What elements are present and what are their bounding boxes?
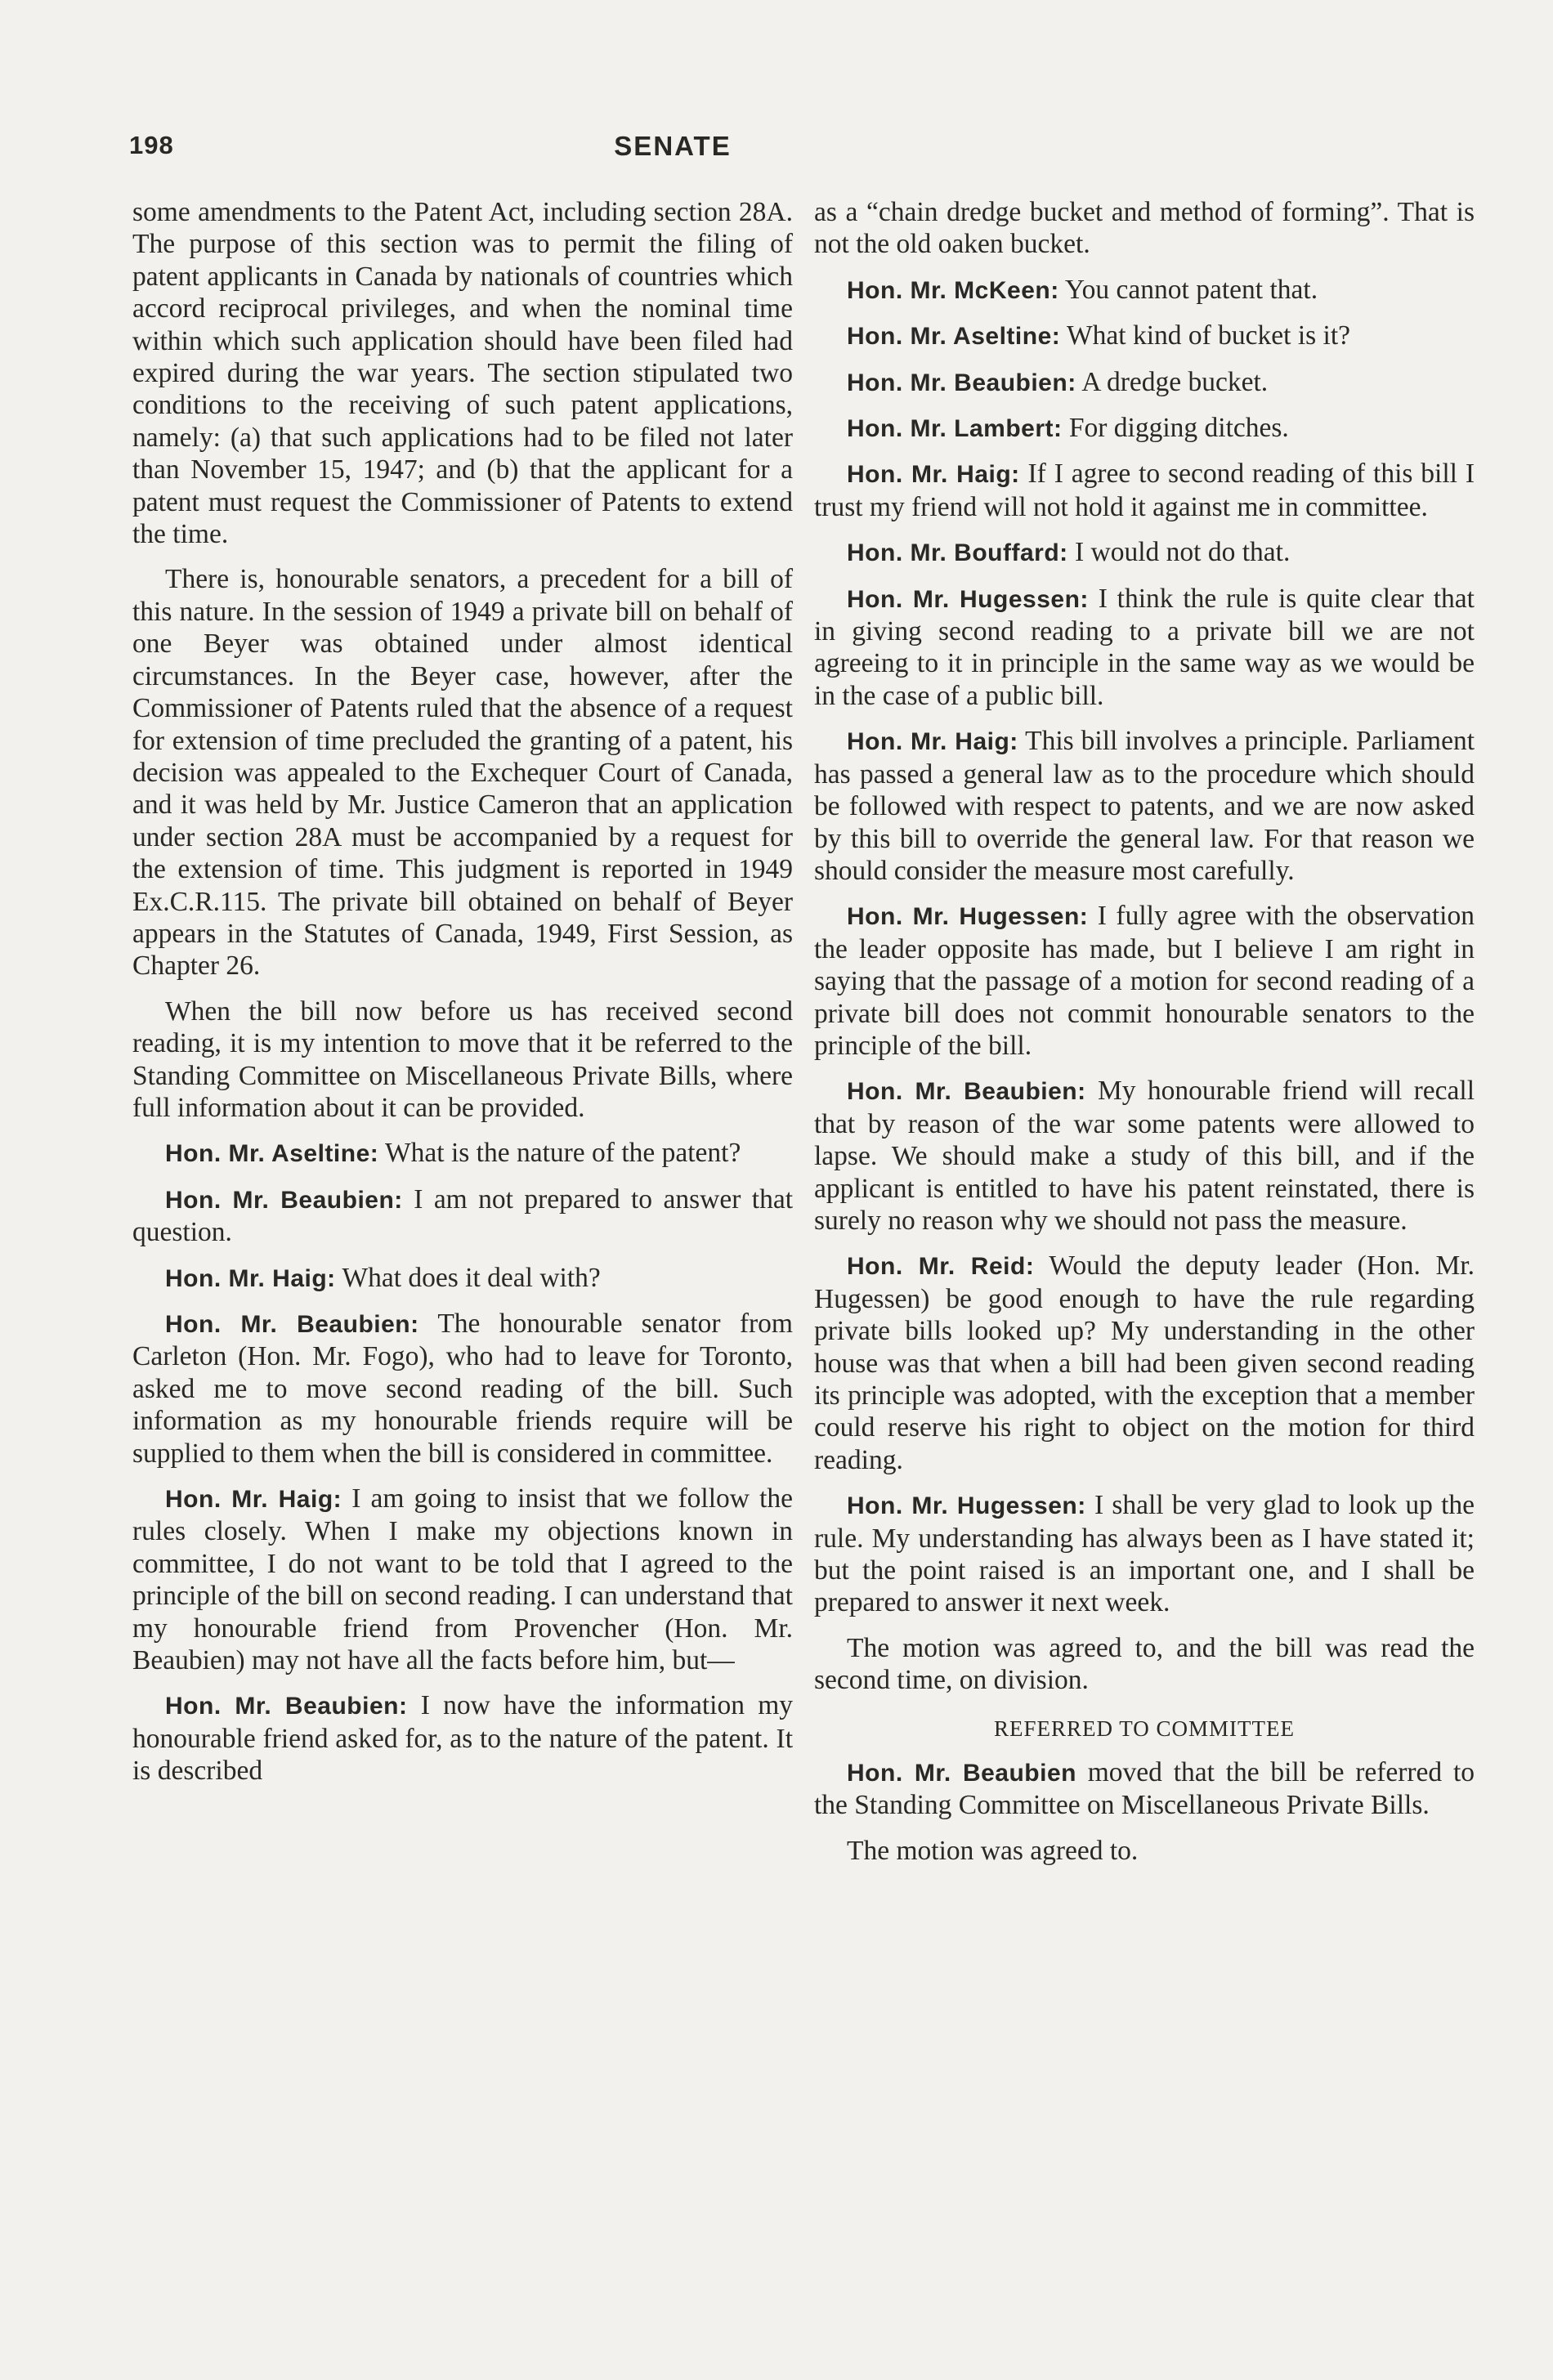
paragraph-text: as a “chain dredge bucket and method of forming”. That is not the old oaken bucket.: [814, 197, 1475, 260]
paragraph-text: I fully agree with the observation the leader opposite has made, but I believe I am right in saying that the passage of a motion for second reading of a private bill does not commit honourable senators to the principle of the bill.: [814, 901, 1475, 1061]
paragraph-text: What is the nature of the patent?: [385, 1138, 741, 1169]
speaker-name: Hon. Mr. Beaubien:: [165, 1311, 419, 1338]
speech-paragraph: [814, 274, 1475, 306]
left-column: [132, 196, 793, 1801]
right-column: [814, 196, 1475, 1880]
paragraph-text: The motion was agreed to.: [847, 1835, 1139, 1866]
paragraph-text: If I agree to second reading of this bill I trust my friend will not hold it against me in committee.: [814, 459, 1475, 522]
speaker-name: Hon. Mr. Beaubien: [847, 1760, 1076, 1787]
speaker-name: Hon. Mr. Reid:: [847, 1253, 1035, 1281]
text-paragraph: [814, 1632, 1475, 1697]
paragraph-text: My honourable friend will recall that by reason of the war some patents were allowed to lapse. We should make a study of this bill, and if the applicant is entitled to have his patent reinstated, there is surely no reason why we should not pass the measure.: [814, 1076, 1475, 1236]
speech-paragraph: [132, 1483, 793, 1676]
speaker-name: Hon. Mr. Hugessen:: [847, 903, 1089, 931]
paragraph-text: some amendments to the Patent Act, including section 28A. The purpose of this section was to permit the filing of patent applicants in Canada by nationals of countries which accord reciprocal privileges, and when the nominal time within which such application should have been filed had expired during the war years. The section stipulated two conditions to the receiving of such patent applications, namely: (a) that such applications had to be filed not later than November 15, 1947; and (b) that the applicant for a patent must request the Commissioner of Patents to extend the time.: [132, 197, 793, 550]
text-paragraph: [132, 196, 793, 550]
paragraph-text: Would the deputy leader (Hon. Mr. Hugessen) be good enough to have the rule regarding private bills looked up? My understanding in the other house was that when a bill had been given second reading its principle was adopted, with the exception that a member could reserve his right to object on the motion for third reading.: [814, 1250, 1475, 1475]
speech-paragraph: [132, 1308, 793, 1470]
speaker-name: Hon. Mr. Lambert:: [847, 415, 1063, 443]
speech-paragraph: [814, 320, 1475, 352]
speech-paragraph: [814, 536, 1475, 569]
speaker-name: Hon. Mr. Aseltine:: [165, 1140, 379, 1168]
speaker-name: Hon. Mr. Beaubien:: [165, 1693, 408, 1720]
paragraph-text: I think the rule is quite clear that in giving second reading to a private bill we are not agreeing to it in principle in the same way as we would be in the case of a public bill.: [814, 583, 1475, 711]
page-number: 198: [129, 131, 174, 159]
speech-paragraph: [132, 1183, 793, 1249]
speech-paragraph: [814, 900, 1475, 1062]
speech-paragraph: [132, 1137, 793, 1170]
paragraph-text: There is, honourable senators, a precedent for a bill of this nature. In the session of 1949 a private bill on behalf of one Beyer was obtained under almost identical circumstances. In the Beyer case, however, after the Commissioner of Patents ruled that the absence of a request for extension of time precluded the granting of a patent, his decision was appealed to the Exchequer Court of Canada, and it was held by Mr. Justice Cameron that an application under section 28A must be accompanied by a request for the extension of time. This judgment is reported in 1949 Ex.C.R.115. The private bill obtained on behalf of Beyer appears in the Statutes of Canada, 1949, First Session, as Chapter 26.: [132, 564, 793, 982]
paragraph-text: The honourable senator from Carleton (Hon. Mr. Fogo), who had to leave for Toronto, asked me to move second reading of the bill. Such information as my honourable friends require will be supplied to them when the bill is considered in committee.: [132, 1309, 793, 1469]
paragraph-text: A dredge bucket.: [1081, 366, 1269, 397]
section-heading: REFERRED TO COMMITTEE: [993, 1716, 1296, 1741]
paragraph-text: When the bill now before us has received second reading, it is my intention to move that it be referred to the Standing Committee on Miscellaneous Private Bills, where full information about it can be provided.: [132, 995, 793, 1123]
speech-paragraph: [814, 1489, 1475, 1619]
speech-paragraph: [814, 458, 1475, 523]
speaker-name: Hon. Mr. Haig:: [847, 461, 1020, 489]
speech-paragraph: [814, 725, 1475, 887]
paragraph-text: moved that the bill be referred to the Standing Committee on Miscellaneous Private Bills.: [814, 1757, 1475, 1821]
speaker-name: Hon. Mr. Beaubien:: [165, 1186, 403, 1214]
paragraph-text: This bill involves a principle. Parliament has passed a general law as to the procedure which should be followed with respect to patents, and we are now asked by this bill to override the general law. For that reason we should consider the measure most carefully.: [814, 726, 1475, 886]
paragraph-text: What kind of bucket is it?: [1067, 320, 1351, 351]
speaker-name: Hon. Mr. Haig:: [165, 1264, 336, 1292]
paragraph-text: You cannot patent that.: [1064, 274, 1318, 305]
paragraph-text: What does it deal with?: [342, 1262, 601, 1293]
speech-paragraph: [814, 583, 1475, 713]
running-head: SENATE: [614, 131, 732, 161]
speech-paragraph: [132, 1262, 793, 1295]
text-paragraph: [132, 995, 793, 1125]
speech-paragraph: [814, 1756, 1475, 1822]
paragraph-text: For digging ditches.: [1068, 413, 1289, 444]
paragraph-text: The motion was agreed to, and the bill was read the second time, on division.: [814, 1632, 1475, 1696]
speech-paragraph: [814, 366, 1475, 399]
paragraph-text: I am going to insist that we follow the rules closely. When I make my objections known in committee, I do not want to be told that I agreed to the principle of the bill on second reading. I can understand that my honourable friend from Provencher (Hon. Mr. Beaubien) may not have all the facts before him, but—: [132, 1483, 793, 1676]
text-paragraph: [814, 196, 1475, 261]
speaker-name: Hon. Mr. Haig:: [847, 728, 1018, 756]
speaker-name: Hon. Mr. Hugessen:: [847, 1492, 1086, 1520]
page-header: [129, 131, 1470, 172]
speech-paragraph: [814, 1075, 1475, 1237]
text-paragraph: [132, 563, 793, 982]
text-paragraph: [814, 1835, 1475, 1867]
speaker-name: Hon. Mr. Haig:: [165, 1486, 342, 1514]
speech-paragraph: [814, 1250, 1475, 1476]
speaker-name: Hon. Mr. Beaubien:: [847, 1078, 1086, 1106]
paragraph-text: I would not do that.: [1075, 537, 1291, 568]
paragraph-text: I shall be very glad to look up the rule. My understanding has always been as I have stated it; but the point raised is an important one, and I shall be prepared to answer it next week.: [814, 1490, 1475, 1618]
speaker-name: Hon. Mr. Aseltine:: [847, 323, 1061, 351]
speaker-name: Hon. Mr. Beaubien:: [847, 369, 1076, 396]
speaker-name: Hon. Mr. Hugessen:: [847, 585, 1089, 613]
paragraph-text: I now have the information my honourable friend asked for, as to the nature of the patent. It is described: [132, 1690, 794, 1787]
speaker-name: Hon. Mr. McKeen:: [847, 276, 1059, 304]
paragraph-text: I am not prepared to answer that question.: [132, 1183, 794, 1248]
speech-paragraph: [132, 1689, 793, 1787]
speech-paragraph: [814, 412, 1475, 445]
speaker-name: Hon. Mr. Bouffard:: [847, 539, 1068, 567]
